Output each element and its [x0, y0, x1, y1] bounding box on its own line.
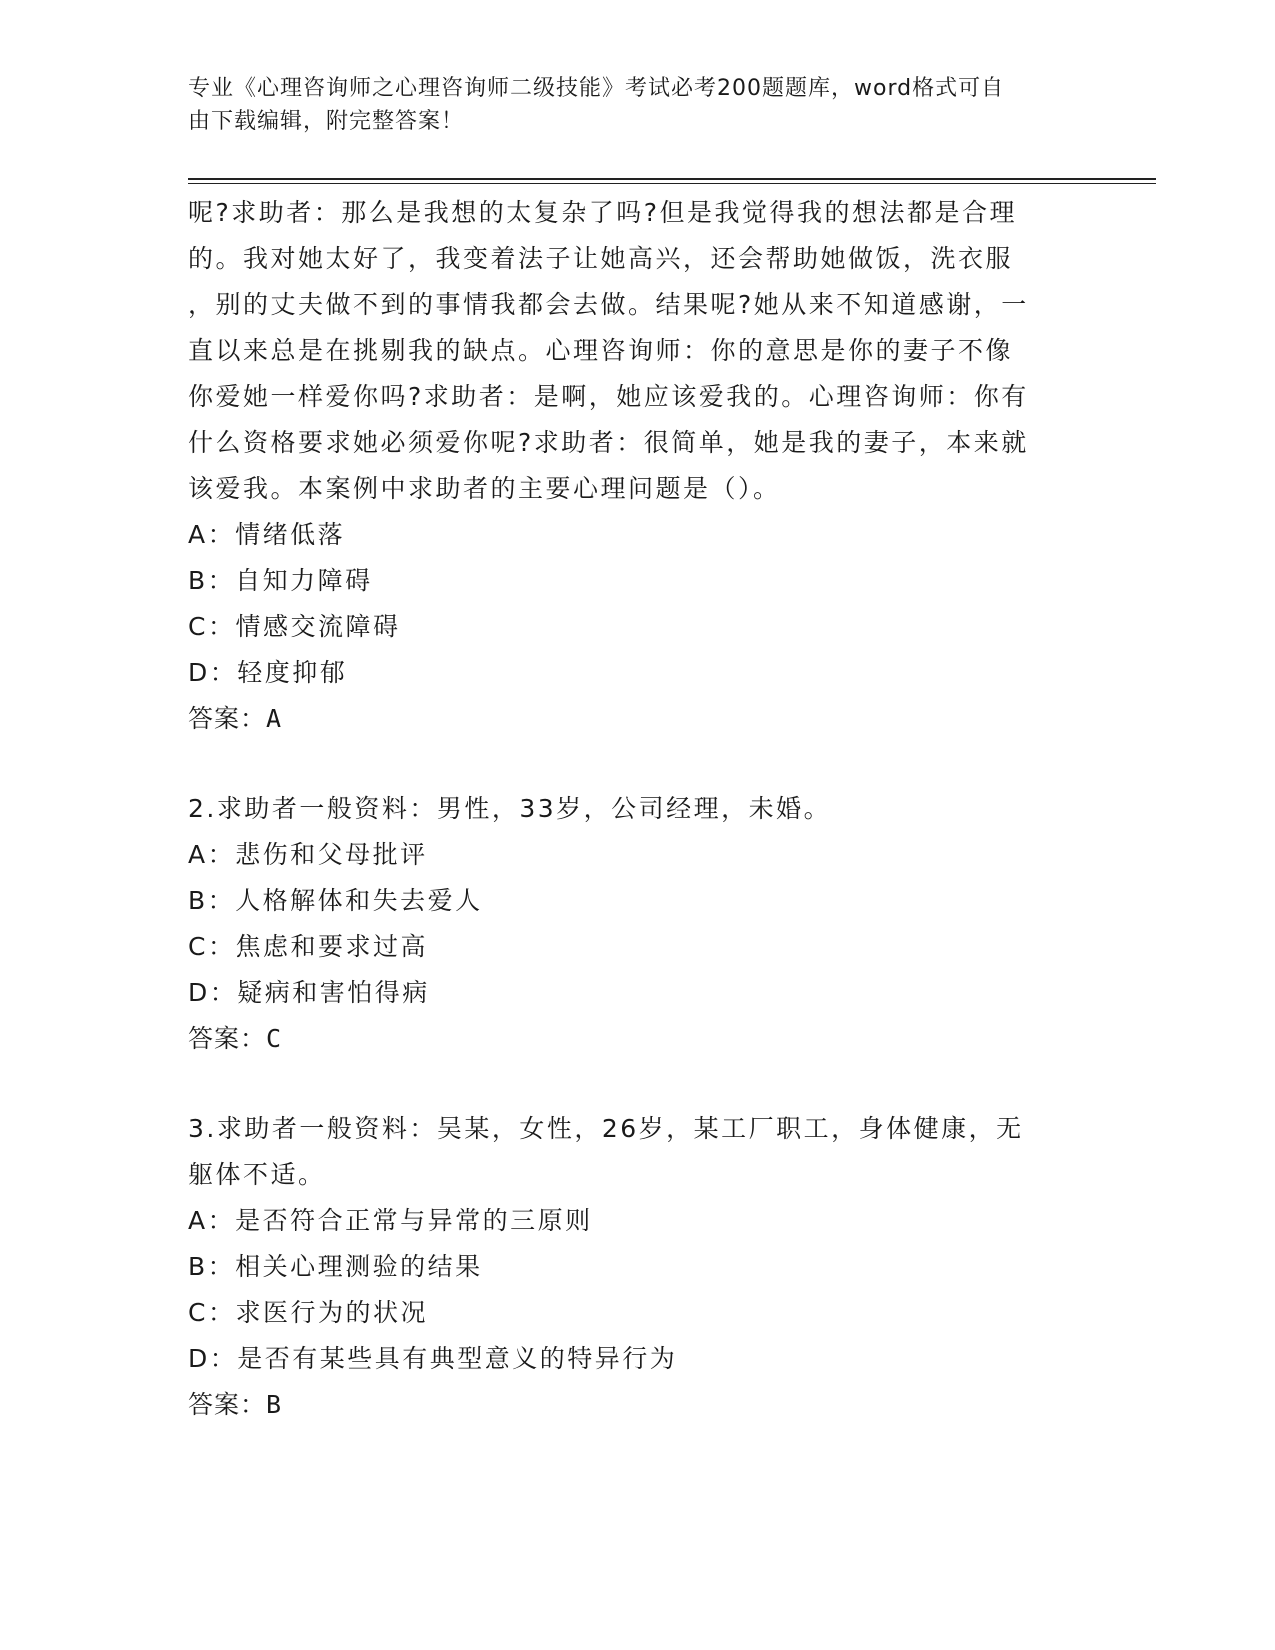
question-1 — [188, 190, 1068, 742]
question-text-line: 躯体不适。 — [188, 1160, 326, 1189]
option-a: A：情绪低落 — [188, 520, 346, 549]
answer-label: 答案： — [188, 1024, 267, 1053]
answer-label: 答案： — [188, 1390, 267, 1419]
answer-line — [188, 1016, 1068, 1062]
answer-value: B — [266, 1390, 282, 1419]
question-2 — [188, 786, 1068, 1062]
option-b: B：人格解体和失去爱人 — [188, 886, 483, 915]
answer-value: A — [266, 704, 282, 733]
question-3 — [188, 1106, 1068, 1428]
question-text-line: 你爱她一样爱你吗?求助者：是啊，她应该爱我的。心理咨询师：你有 — [188, 382, 1029, 411]
question-text-line: 3.求助者一般资料：吴某，女性，26岁，某工厂职工，身体健康，无 — [188, 1114, 1024, 1143]
option-c: C：焦虑和要求过高 — [188, 932, 428, 961]
header-line-2: 由下载编辑，附完整答案！ — [188, 109, 465, 134]
header-divider-thick — [188, 178, 1156, 180]
question-text-line: ，别的丈夫做不到的事情我都会去做。结果呢?她从来不知道感谢，一 — [188, 290, 1029, 319]
question-text-line: 直以来总是在挑剔我的缺点。心理咨询师：你的意思是你的妻子不像 — [188, 336, 1014, 365]
spacer — [188, 742, 1068, 786]
option-b: B：相关心理测验的结果 — [188, 1252, 483, 1281]
question-text-line: 2.求助者一般资料：男性，33岁，公司经理，未婚。 — [188, 794, 832, 823]
answer-line — [188, 696, 1068, 742]
question-text-line: 的。我对她太好了，我变着法子让她高兴，还会帮助她做饭，洗衣服 — [188, 244, 1014, 273]
spacer — [188, 1062, 1068, 1106]
document-body — [188, 190, 1068, 1428]
document-header — [188, 72, 1068, 138]
option-a: A：悲伤和父母批评 — [188, 840, 428, 869]
option-c: C：求医行为的状况 — [188, 1298, 428, 1327]
question-text-line: 呢?求助者：那么是我想的太复杂了吗?但是我觉得我的想法都是合理 — [188, 198, 1018, 227]
option-d: D：是否有某些具有典型意义的特异行为 — [188, 1344, 678, 1373]
answer-label: 答案： — [188, 704, 267, 733]
header-line-1: 专业《心理咨询师之心理咨询师二级技能》考试必考200题题库，word格式可自 — [188, 76, 1005, 101]
question-text-line: 什么资格要求她必须爱你呢?求助者：很简单，她是我的妻子，本来就 — [188, 428, 1029, 457]
option-d: D：轻度抑郁 — [188, 658, 348, 687]
option-a: A：是否符合正常与异常的三原则 — [188, 1206, 593, 1235]
answer-value: C — [266, 1024, 282, 1053]
header-divider-thin — [188, 183, 1156, 184]
option-b: B：自知力障碍 — [188, 566, 373, 595]
option-c: C：情感交流障碍 — [188, 612, 401, 641]
answer-line — [188, 1382, 1068, 1428]
option-d: D：疑病和害怕得病 — [188, 978, 430, 1007]
question-text-line: 该爱我。本案例中求助者的主要心理问题是（）。 — [188, 474, 781, 503]
